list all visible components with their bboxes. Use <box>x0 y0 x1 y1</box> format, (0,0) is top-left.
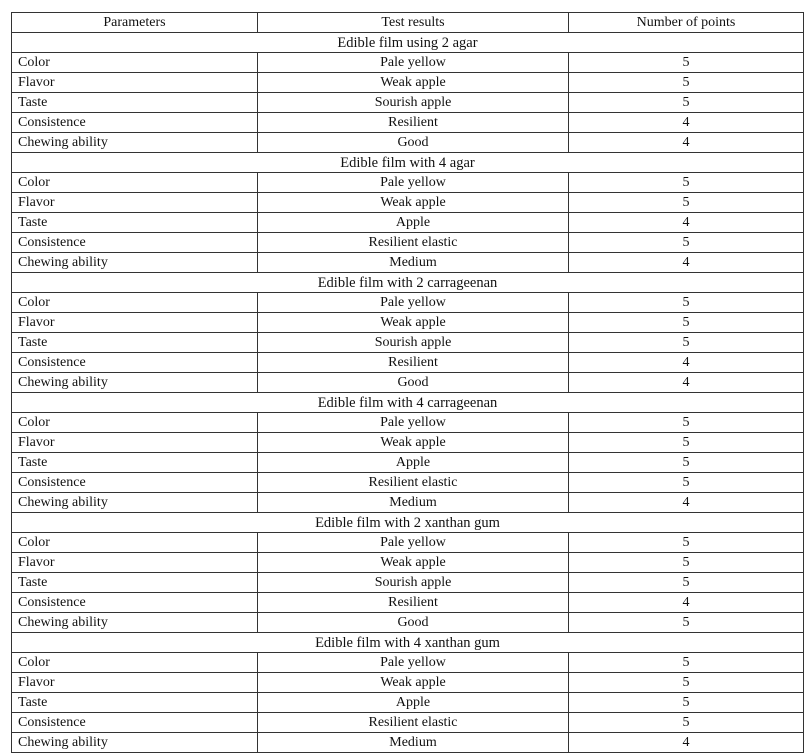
points-cell: 5 <box>569 333 804 353</box>
parameter-cell: Chewing ability <box>12 613 258 633</box>
points-cell: 5 <box>569 53 804 73</box>
table-row <box>12 353 804 373</box>
parameter-cell: Taste <box>12 693 258 713</box>
header-number-of-points: Number of points <box>569 13 804 33</box>
table-row <box>12 733 804 753</box>
test-result-cell: Resilient <box>258 593 569 613</box>
parameter-cell: Consistence <box>12 713 258 733</box>
points-cell: 4 <box>569 733 804 753</box>
table-row <box>12 433 804 453</box>
test-result-cell: Apple <box>258 213 569 233</box>
table-row <box>12 613 804 633</box>
test-result-cell: Resilient elastic <box>258 473 569 493</box>
parameter-cell: Color <box>12 653 258 673</box>
table-row <box>12 653 804 673</box>
test-result-cell: Medium <box>258 493 569 513</box>
points-cell: 4 <box>569 213 804 233</box>
table-row <box>12 253 804 273</box>
table-row <box>12 73 804 93</box>
parameter-cell: Flavor <box>12 433 258 453</box>
parameter-cell: Flavor <box>12 673 258 693</box>
group-row <box>12 153 804 173</box>
test-result-cell: Weak apple <box>258 673 569 693</box>
points-cell: 4 <box>569 113 804 133</box>
test-result-cell: Pale yellow <box>258 653 569 673</box>
table-row <box>12 313 804 333</box>
parameter-cell: Flavor <box>12 313 258 333</box>
parameter-cell: Color <box>12 173 258 193</box>
parameter-cell: Consistence <box>12 353 258 373</box>
table-row <box>12 473 804 493</box>
table-row <box>12 213 804 233</box>
parameter-cell: Color <box>12 413 258 433</box>
table-row <box>12 493 804 513</box>
points-cell: 4 <box>569 253 804 273</box>
points-cell: 5 <box>569 693 804 713</box>
points-cell: 5 <box>569 553 804 573</box>
points-cell: 4 <box>569 133 804 153</box>
points-cell: 5 <box>569 173 804 193</box>
header-test-results: Test results <box>258 13 569 33</box>
parameter-cell: Taste <box>12 333 258 353</box>
table-row <box>12 53 804 73</box>
table-row <box>12 453 804 473</box>
parameter-cell: Flavor <box>12 193 258 213</box>
test-result-cell: Medium <box>258 253 569 273</box>
parameter-cell: Color <box>12 293 258 313</box>
header-row <box>12 13 804 33</box>
points-cell: 5 <box>569 93 804 113</box>
table-body <box>12 33 804 753</box>
test-result-cell: Weak apple <box>258 433 569 453</box>
parameter-cell: Taste <box>12 453 258 473</box>
test-result-cell: Pale yellow <box>258 533 569 553</box>
parameter-cell: Flavor <box>12 73 258 93</box>
parameter-cell: Chewing ability <box>12 733 258 753</box>
test-result-cell: Good <box>258 613 569 633</box>
table-row <box>12 373 804 393</box>
group-row <box>12 393 804 413</box>
group-row <box>12 33 804 53</box>
points-cell: 5 <box>569 573 804 593</box>
table-row <box>12 713 804 733</box>
points-cell: 5 <box>569 473 804 493</box>
results-table <box>11 12 804 753</box>
group-title: Edible film with 4 agar <box>12 153 804 173</box>
parameter-cell: Chewing ability <box>12 373 258 393</box>
points-cell: 5 <box>569 73 804 93</box>
points-cell: 4 <box>569 373 804 393</box>
test-result-cell: Sourish apple <box>258 93 569 113</box>
test-result-cell: Sourish apple <box>258 573 569 593</box>
parameter-cell: Flavor <box>12 553 258 573</box>
points-cell: 4 <box>569 493 804 513</box>
table-row <box>12 413 804 433</box>
test-result-cell: Resilient elastic <box>258 713 569 733</box>
parameter-cell: Taste <box>12 93 258 113</box>
points-cell: 4 <box>569 593 804 613</box>
test-result-cell: Sourish apple <box>258 333 569 353</box>
points-cell: 5 <box>569 613 804 633</box>
header-parameters: Parameters <box>12 13 258 33</box>
points-cell: 5 <box>569 653 804 673</box>
test-result-cell: Apple <box>258 693 569 713</box>
group-row <box>12 273 804 293</box>
table-row <box>12 173 804 193</box>
test-result-cell: Pale yellow <box>258 413 569 433</box>
parameter-cell: Color <box>12 53 258 73</box>
table-row <box>12 293 804 313</box>
parameter-cell: Consistence <box>12 473 258 493</box>
group-title: Edible film with 4 xanthan gum <box>12 633 804 653</box>
table-row <box>12 533 804 553</box>
test-result-cell: Good <box>258 133 569 153</box>
table-row <box>12 133 804 153</box>
table-row <box>12 233 804 253</box>
points-cell: 5 <box>569 533 804 553</box>
test-result-cell: Medium <box>258 733 569 753</box>
parameter-cell: Chewing ability <box>12 253 258 273</box>
parameter-cell: Consistence <box>12 233 258 253</box>
group-title: Edible film with 2 carrageenan <box>12 273 804 293</box>
table-row <box>12 553 804 573</box>
test-result-cell: Good <box>258 373 569 393</box>
parameter-cell: Taste <box>12 213 258 233</box>
points-cell: 5 <box>569 673 804 693</box>
test-result-cell: Resilient <box>258 113 569 133</box>
test-result-cell: Resilient elastic <box>258 233 569 253</box>
test-result-cell: Resilient <box>258 353 569 373</box>
points-cell: 5 <box>569 433 804 453</box>
table-row <box>12 593 804 613</box>
table-row <box>12 93 804 113</box>
table-row <box>12 573 804 593</box>
points-cell: 5 <box>569 193 804 213</box>
group-title: Edible film with 4 carrageenan <box>12 393 804 413</box>
points-cell: 5 <box>569 313 804 333</box>
test-result-cell: Weak apple <box>258 553 569 573</box>
test-result-cell: Pale yellow <box>258 293 569 313</box>
group-row <box>12 633 804 653</box>
test-result-cell: Weak apple <box>258 73 569 93</box>
test-result-cell: Apple <box>258 453 569 473</box>
points-cell: 5 <box>569 453 804 473</box>
test-result-cell: Pale yellow <box>258 53 569 73</box>
points-cell: 5 <box>569 413 804 433</box>
table-row <box>12 693 804 713</box>
test-result-cell: Pale yellow <box>258 173 569 193</box>
parameter-cell: Color <box>12 533 258 553</box>
points-cell: 5 <box>569 233 804 253</box>
parameter-cell: Chewing ability <box>12 133 258 153</box>
points-cell: 5 <box>569 713 804 733</box>
test-result-cell: Weak apple <box>258 193 569 213</box>
group-title: Edible film using 2 agar <box>12 33 804 53</box>
parameter-cell: Taste <box>12 573 258 593</box>
table-header <box>12 13 804 33</box>
parameter-cell: Consistence <box>12 593 258 613</box>
group-title: Edible film with 2 xanthan gum <box>12 513 804 533</box>
table-row <box>12 113 804 133</box>
table-row <box>12 673 804 693</box>
table-row <box>12 333 804 353</box>
parameter-cell: Chewing ability <box>12 493 258 513</box>
test-result-cell: Weak apple <box>258 313 569 333</box>
points-cell: 4 <box>569 353 804 373</box>
group-row <box>12 513 804 533</box>
points-cell: 5 <box>569 293 804 313</box>
parameter-cell: Consistence <box>12 113 258 133</box>
table-row <box>12 193 804 213</box>
